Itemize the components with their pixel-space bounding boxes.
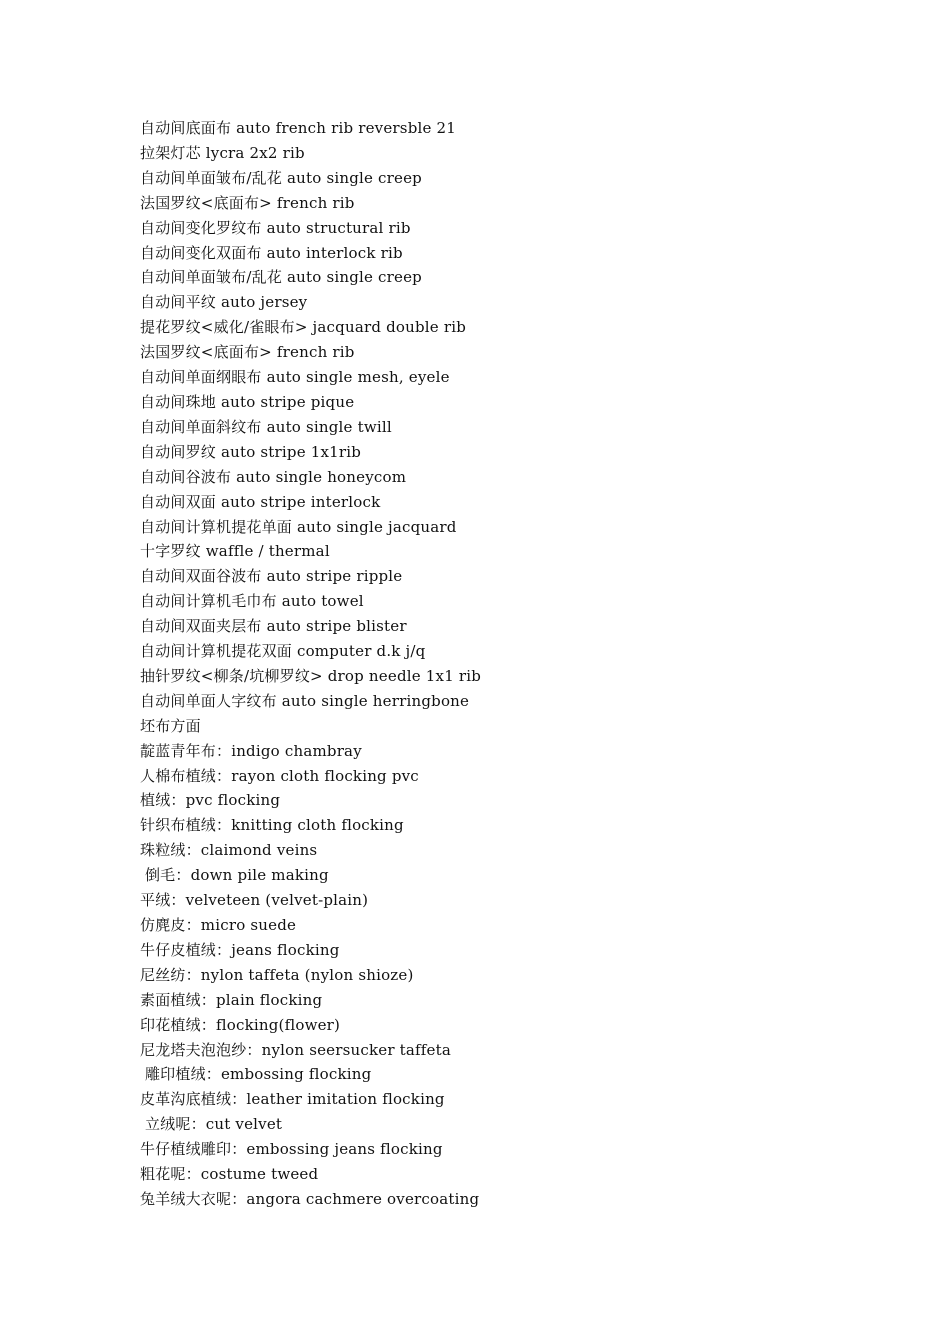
text-line: 立绒呢：cut velvet (140, 1115, 283, 1134)
text-line: 自动间单面人字纹布 auto single herringbone (140, 691, 470, 710)
text-line: 粗花呢：costume tweed (140, 1165, 319, 1184)
text-line: 皮革沟底植绒：leather imitation flocking (140, 1090, 445, 1109)
text-line: 坯布方面 (140, 716, 201, 735)
text-line: 自动间单面皱布/乱花 auto single creep (140, 268, 422, 287)
text-line: 自动间变化双面布 auto interlock rib (140, 243, 403, 262)
text-line: 自动间单面纲眼布 auto single mesh, eyele (140, 368, 450, 387)
text-line: 自动间底面布 auto french rib reversble 21 (140, 119, 457, 137)
text-line: 牛仔皮植绒：jeans flocking (140, 940, 340, 959)
text-line: 自动间单面斜纹布 auto single twill (140, 417, 392, 436)
text-line: 自动间珠地 auto stripe pique (140, 392, 355, 411)
text-line: 拉架灯芯 lycra 2x2 rib (140, 143, 305, 162)
text-line: 提花罗纹<威化/雀眼布> jacquard double rib (140, 318, 467, 337)
text-line: 自动间计算机提花单面 auto single jacquard (140, 517, 457, 536)
text-line: 法国罗纹<底面布> french rib (140, 343, 355, 362)
text-line: 印花植绒：flocking(flower) (140, 1015, 341, 1034)
text-line: 自动间计算机毛巾布 auto towel (140, 592, 364, 611)
text-line: 植绒：pvc flocking (140, 791, 281, 810)
text-line: 平绒：velveteen (velvet-plain) (140, 891, 369, 910)
text-line: 人棉布植绒：rayon cloth flocking pvc (140, 766, 419, 785)
text-line: 抽针罗纹<柳条/坑柳罗纹> drop needle 1x1 rib (140, 666, 482, 685)
text-line: 自动间单面皱布/乱花 auto single creep (140, 168, 422, 187)
text-line: 针织布植绒：knitting cloth flocking (140, 816, 404, 835)
text-line: 雕印植绒：embossing flocking (140, 1065, 372, 1084)
text-line: 尼丝纺：nylon taffeta (nylon shioze) (140, 965, 414, 984)
text-line: 靛蓝青年布：indigo chambray (140, 741, 362, 760)
text-line: 自动间双面 auto stripe interlock (140, 492, 381, 511)
text-line: 兔羊绒大衣呢：angora cachmere overcoating (140, 1189, 480, 1208)
text-line: 仿麂皮：micro suede (140, 916, 297, 934)
text-line: 自动间罗纹 auto stripe 1x1rib (140, 442, 362, 461)
text-line: 素面植绒：plain flocking (140, 990, 323, 1009)
text-line: 自动间双面谷波布 auto stripe ripple (140, 567, 403, 586)
text-line: 自动间变化罗纹布 auto structural rib (140, 218, 411, 237)
text-line: 自动间谷波布 auto single honeycom (140, 467, 407, 486)
text-line: 自动间平纹 auto jersey (140, 293, 308, 312)
text-body (140, 116, 900, 1212)
text-line: 尼龙塔夫泡泡纱：nylon seersucker taffeta (140, 1040, 452, 1059)
text-line: 十字罗纹 waffle / thermal (140, 542, 330, 561)
text-line: 牛仔植绒雕印：embossing jeans flocking (140, 1140, 443, 1159)
text-line: 自动间计算机提花双面 computer d.k j/q (140, 642, 426, 661)
text-line: 倒毛：down pile making (140, 866, 329, 885)
text-line: 法国罗纹<底面布> french rib (140, 193, 355, 212)
text-line: 自动间双面夹层布 auto stripe blister (140, 617, 407, 636)
text-line: 珠粒绒：claimond veins (140, 841, 318, 860)
